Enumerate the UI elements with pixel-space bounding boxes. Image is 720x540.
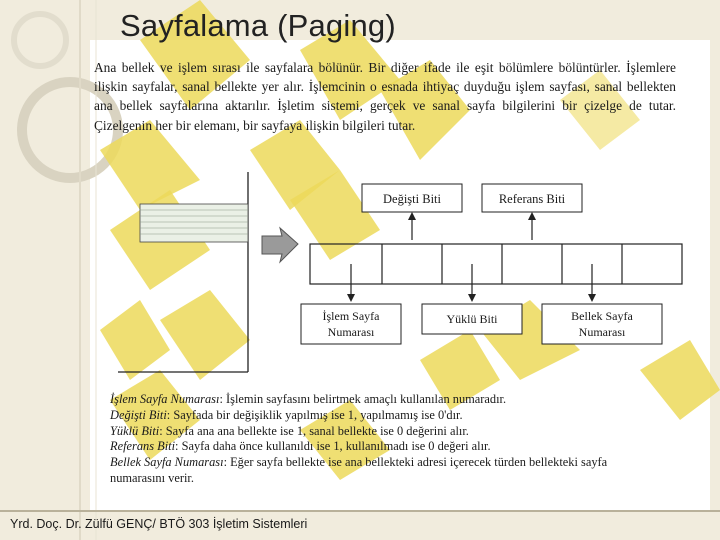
memory-page-number-label-line1: Bellek Sayfa [571,309,633,323]
page-title: Sayfalama (Paging) [120,8,396,43]
modified-bit-label: Değişti Biti [383,192,441,206]
footer-text: Yrd. Doç. Dr. Zülfü GENÇ/ BTÖ 303 İşletim Sistemleri [10,517,308,531]
description-text: : Sayfa daha önce kullanıldı ise 1, kullanılmadı ise 0 değeri alır. [175,439,491,454]
intro-paragraph: Ana bellek ve işlem sırası ile sayfalara bölünür. Bir diğer ifade ile eşit bölümlere bölüntürler. İşlemlere ilişkin sayfalar, sanal bellekte yer alır. İşlemcinin o esnada ihtiyaç duyduğu işlem sayfası, sanal bellekten ana bellek sayfalarına aktarılır. İşletim sistemi, gerçek ve sanal sayfa bilgilerini bir çizelge de tutar. Çizelgenin her bir elemanı, bir sayfaya ilişkin bilgileri tutar. [94,60,676,133]
reference-bit-label: Referans Biti [498,192,566,206]
process-page-number-box [301,264,401,344]
process-page-number-label-line2: Numarası [327,325,375,339]
expand-arrow [262,228,298,262]
footer-divider [0,510,720,512]
loaded-bit-label: Yüklü Biti [446,312,498,326]
description-item [110,439,635,455]
process-page-number-label-line1: İşlem Sayfa [322,309,380,323]
field-descriptions [110,392,635,487]
description-text: : İşlemin sayfasını belirtmek amaçlı kullanılan numaradır. [219,392,507,406]
description-term: Referans Biti [110,439,176,454]
description-term: Yüklü Biti [110,423,160,438]
description-term: İşlem Sayfa Numarası [110,392,220,406]
page-memory-block [118,172,248,372]
description-item [110,455,635,487]
memory-page-number-label-line2: Numarası [578,325,626,339]
description-item [110,392,635,408]
description-text: : Eğer sayfa bellekte ise ana bellekteki adresi içerecek türden bellekteki sayfa numarasını verir. [110,455,608,485]
description-text: : Sayfada bir değişiklik yapılmış ise 1, yapılmamış ise 0'dır. [166,407,463,422]
description-term: Değişti Biti [110,407,167,422]
description-text: : Sayfa ana ana bellekte ise 1, sanal bellekte ise 0 değerini alır. [159,423,469,438]
page-table-entry [310,244,682,284]
description-term: Bellek Sayfa Numarası [110,455,224,470]
description-item [110,408,635,424]
loaded-bit-box [422,264,522,334]
reference-bit-box [482,184,582,240]
memory-page-number-box [542,264,662,344]
description-item [110,424,635,440]
modified-bit-box [362,184,462,240]
